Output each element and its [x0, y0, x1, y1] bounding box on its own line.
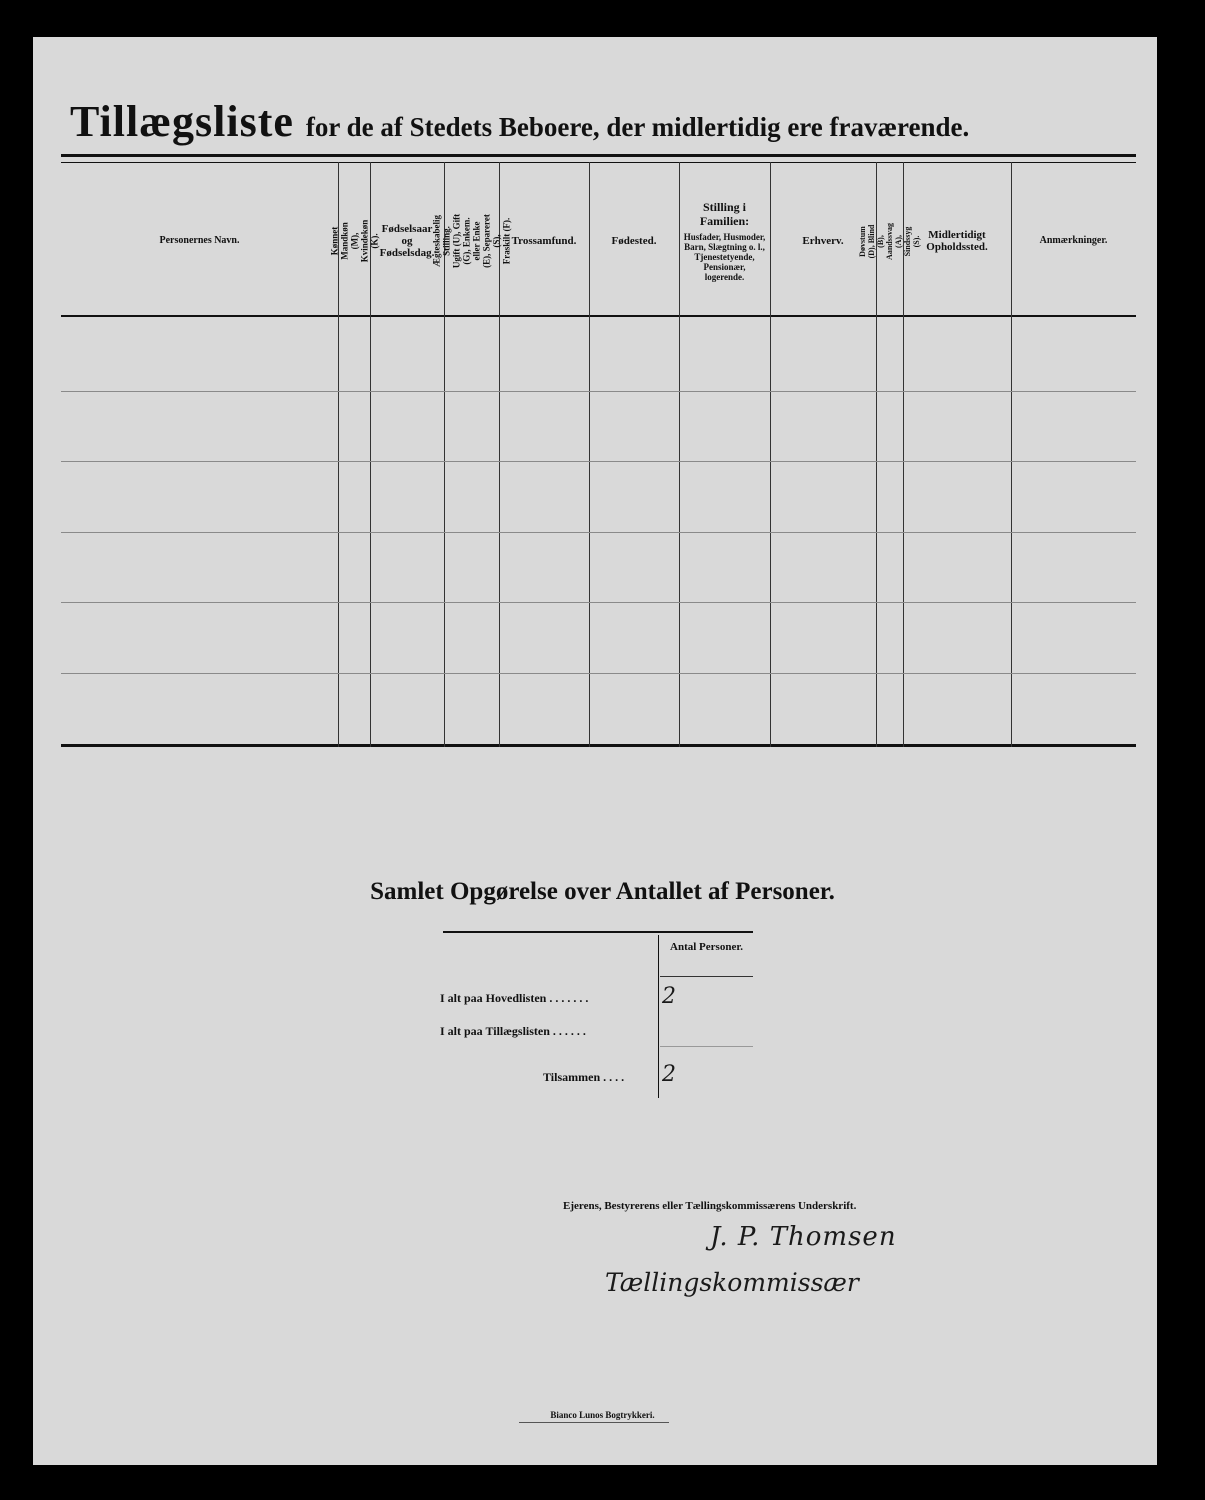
row-divider — [61, 532, 1136, 533]
summary-label-total: Tilsammen . . . . — [543, 1070, 625, 1084]
header-disability: Døvstum (D), Blind (B), Aandssvag (A), Sindssyg (S). — [858, 222, 922, 260]
absentees-table — [61, 154, 1136, 747]
header-family-detail: Husfader, Husmoder, Barn, Slægtning o. l., Tjenestetyende, Pensionær, logerende. — [683, 232, 766, 282]
table-top-rule-thin — [61, 162, 1136, 163]
title-main: Tillægsliste — [70, 97, 294, 146]
printer-imprint: Bianco Lunos Bogtrykkeri. — [550, 1410, 655, 1420]
header-family — [679, 166, 770, 316]
row-divider — [61, 602, 1136, 603]
page-title — [70, 96, 969, 147]
summary-label-supplement: I alt paa Tillægslisten . . . . . . — [440, 1024, 586, 1038]
table-top-rule — [61, 154, 1136, 157]
summary-col-header: Antal Personer. — [670, 941, 743, 953]
row-divider — [61, 673, 1136, 674]
header-marital: Ægteskabelig Stilling. Ugift (U), Gift (G), Enkem. eller Enke (E), Separeret (S), Fraskilt (F). — [431, 213, 512, 269]
table-bottom-rule — [61, 744, 1136, 747]
summary-subtotal-rule — [660, 1046, 753, 1047]
header-name: Personernes Navn. — [159, 235, 240, 246]
summary-title: Samlet Opgørelse over Antallet af Personer. — [370, 878, 835, 905]
row-divider — [61, 391, 1136, 392]
printer-rule — [519, 1422, 669, 1423]
header-occupation: Erhverv. — [802, 235, 844, 247]
summary-top-rule — [443, 931, 753, 933]
header-religion: Trossamfund. — [511, 235, 577, 247]
header-birth: Fødselsaar og Fødselsdag. — [379, 223, 435, 259]
summary-value-main: 2 — [662, 984, 676, 1009]
header-birthplace: Fødested. — [611, 235, 657, 247]
summary-label-main: I alt paa Hovedlisten . . . . . . . — [440, 991, 589, 1005]
header-residence: Midlertidigt Opholdssted. — [926, 229, 988, 253]
row-divider — [61, 461, 1136, 462]
signature-role: Tællingskommissær — [605, 1268, 859, 1297]
summary-col-divider — [658, 935, 659, 1098]
summary-value-total: 2 — [662, 1062, 676, 1087]
header-family-title: Stilling i Familien: — [699, 200, 750, 228]
summary-header-rule — [660, 976, 753, 977]
signature-caption: Ejerens, Bestyrerens eller Tællingskommissærens Underskrift. — [563, 1200, 857, 1212]
header-remarks: Anmærkninger. — [1039, 235, 1108, 246]
header-sex: Kønnet Mandkøn (M), Kvindekøn (K). — [329, 219, 380, 263]
signature-name: J. P. Thomsen — [710, 1222, 897, 1252]
title-subtitle: for de af Stedets Beboere, der midlertidig ere fraværende. — [305, 112, 970, 142]
